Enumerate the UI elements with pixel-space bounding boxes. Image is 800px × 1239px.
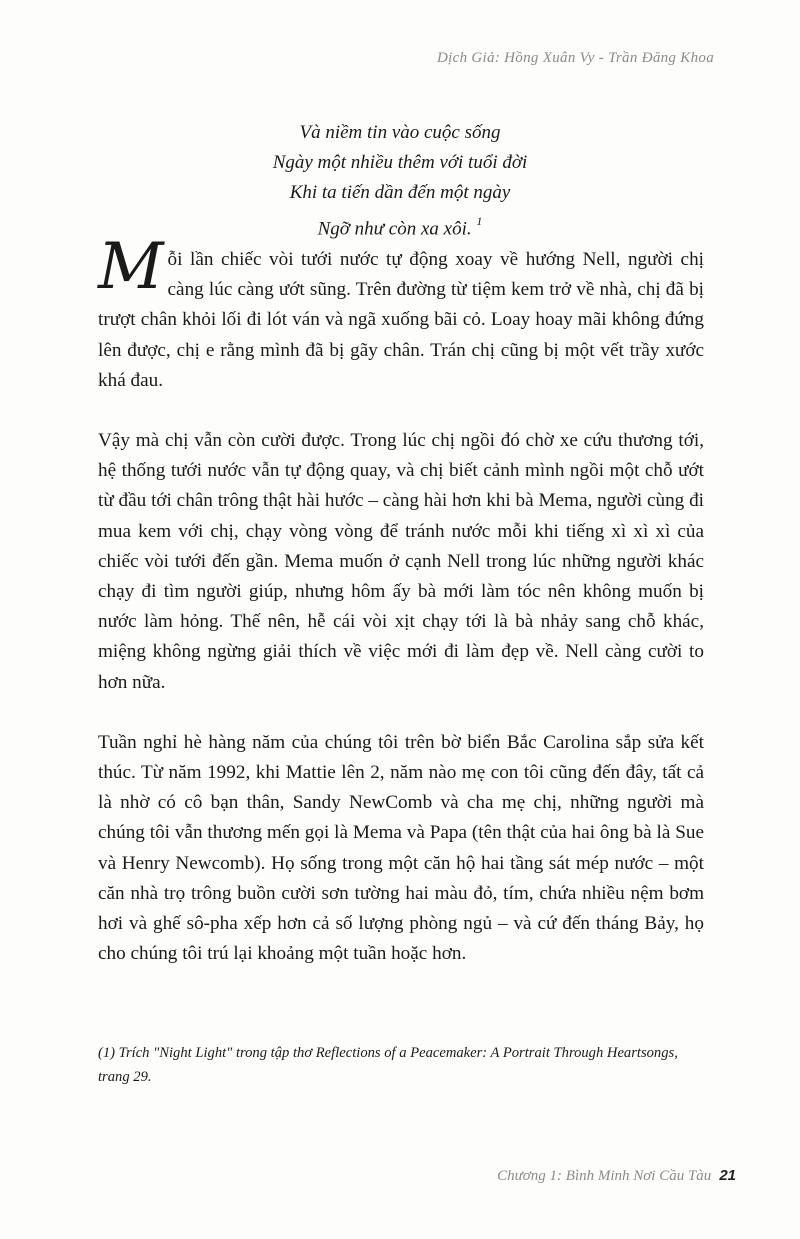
page-number: 21 bbox=[719, 1167, 736, 1184]
drop-cap: M bbox=[98, 230, 164, 304]
paragraph: Vậy mà chị vẫn còn cười được. Trong lúc chị ngồi đó chờ xe cứu thương tới, hệ thống tưới nước vẫn tự động quay, và chị biết cảnh mình ngồi một chỗ ướt từ đầu tới chân trông thật hài hước – càng hài hơn khi bà Mema, người cùng đi mua kem với chị, chạy vòng vòng để tránh nước mỗi khi tiếng xì xì xì của chiếc vòi tưới đến gần. Mema muốn ở cạnh Nell trong lúc những người khác chạy đi tìm người giúp, nhưng hôm ấy bà mới làm tóc nên không muốn bị nước làm hỏng. Thế nên, hễ cái vòi xịt chạy tới là bà nhảy sang chỗ khác, miệng không ngừng giải thích về việc mới đi làm đẹp về. Nell càng cười to hơn nữa. bbox=[98, 430, 704, 693]
poem-line: Và niềm tin vào cuộc sống bbox=[299, 122, 501, 143]
body-text bbox=[98, 230, 704, 999]
paragraph bbox=[98, 230, 704, 396]
footnote-marker: 1 bbox=[476, 214, 483, 228]
epigraph-poem bbox=[0, 118, 800, 244]
page-footer bbox=[497, 1167, 736, 1185]
paragraph-text: ỗi lần chiếc vòi tưới nước tự động xoay về hướng Nell, người chị càng lúc càng ướt sũng. Trên đường từ tiệm kem trở về nhà, chị đã bị trượt chân khỏi lối đi lót ván và ngã xuống bãi cỏ. Loay hoay mãi không đứng lên được, chị e rằng mình đã bị gãy chân. Trán chị cũng bị một vết trầy xước khá đau. bbox=[98, 249, 704, 391]
poem-line-text: Ngỡ như còn xa xôi. bbox=[317, 218, 472, 240]
running-header: Dịch Giả: Hồng Xuân Vy - Trần Đăng Khoa bbox=[437, 50, 714, 66]
chapter-title: Chương 1: Bình Minh Nơi Cầu Tàu bbox=[497, 1168, 712, 1184]
footnote: (1) Trích "Night Light" trong tập thơ Reflections of a Peacemaker: A Portrait Through Heartsongs, trang 29. bbox=[98, 1045, 678, 1085]
poem-line: Khi ta tiến dần đến một ngày bbox=[289, 182, 511, 203]
paragraph: Tuần nghỉ hè hàng năm của chúng tôi trên bờ biển Bắc Carolina sắp sửa kết thúc. Từ năm 1992, khi Mattie lên 2, năm nào mẹ con tôi cũng đến đây, tất cả là nhờ có cô bạn thân, Sandy NewComb và cha mẹ chị, những người mà chúng tôi vẫn thương mến gọi là Mema và Papa (tên thật của hai ông bà là Sue và Henry Newcomb). Họ sống trong một căn hộ hai tầng sát mép nước – một căn nhà trọ trông buồn cười sơn tường hai màu đỏ, tím, chứa nhiều nệm bơm hơi và ghế sô-pha xếp hơn cả số lượng phòng ngủ – và cứ đến tháng Bảy, họ cho chúng tôi trú lại khoảng một tuần hoặc hơn. bbox=[98, 731, 704, 965]
poem-line: Ngày một nhiều thêm với tuổi đời bbox=[272, 152, 528, 173]
